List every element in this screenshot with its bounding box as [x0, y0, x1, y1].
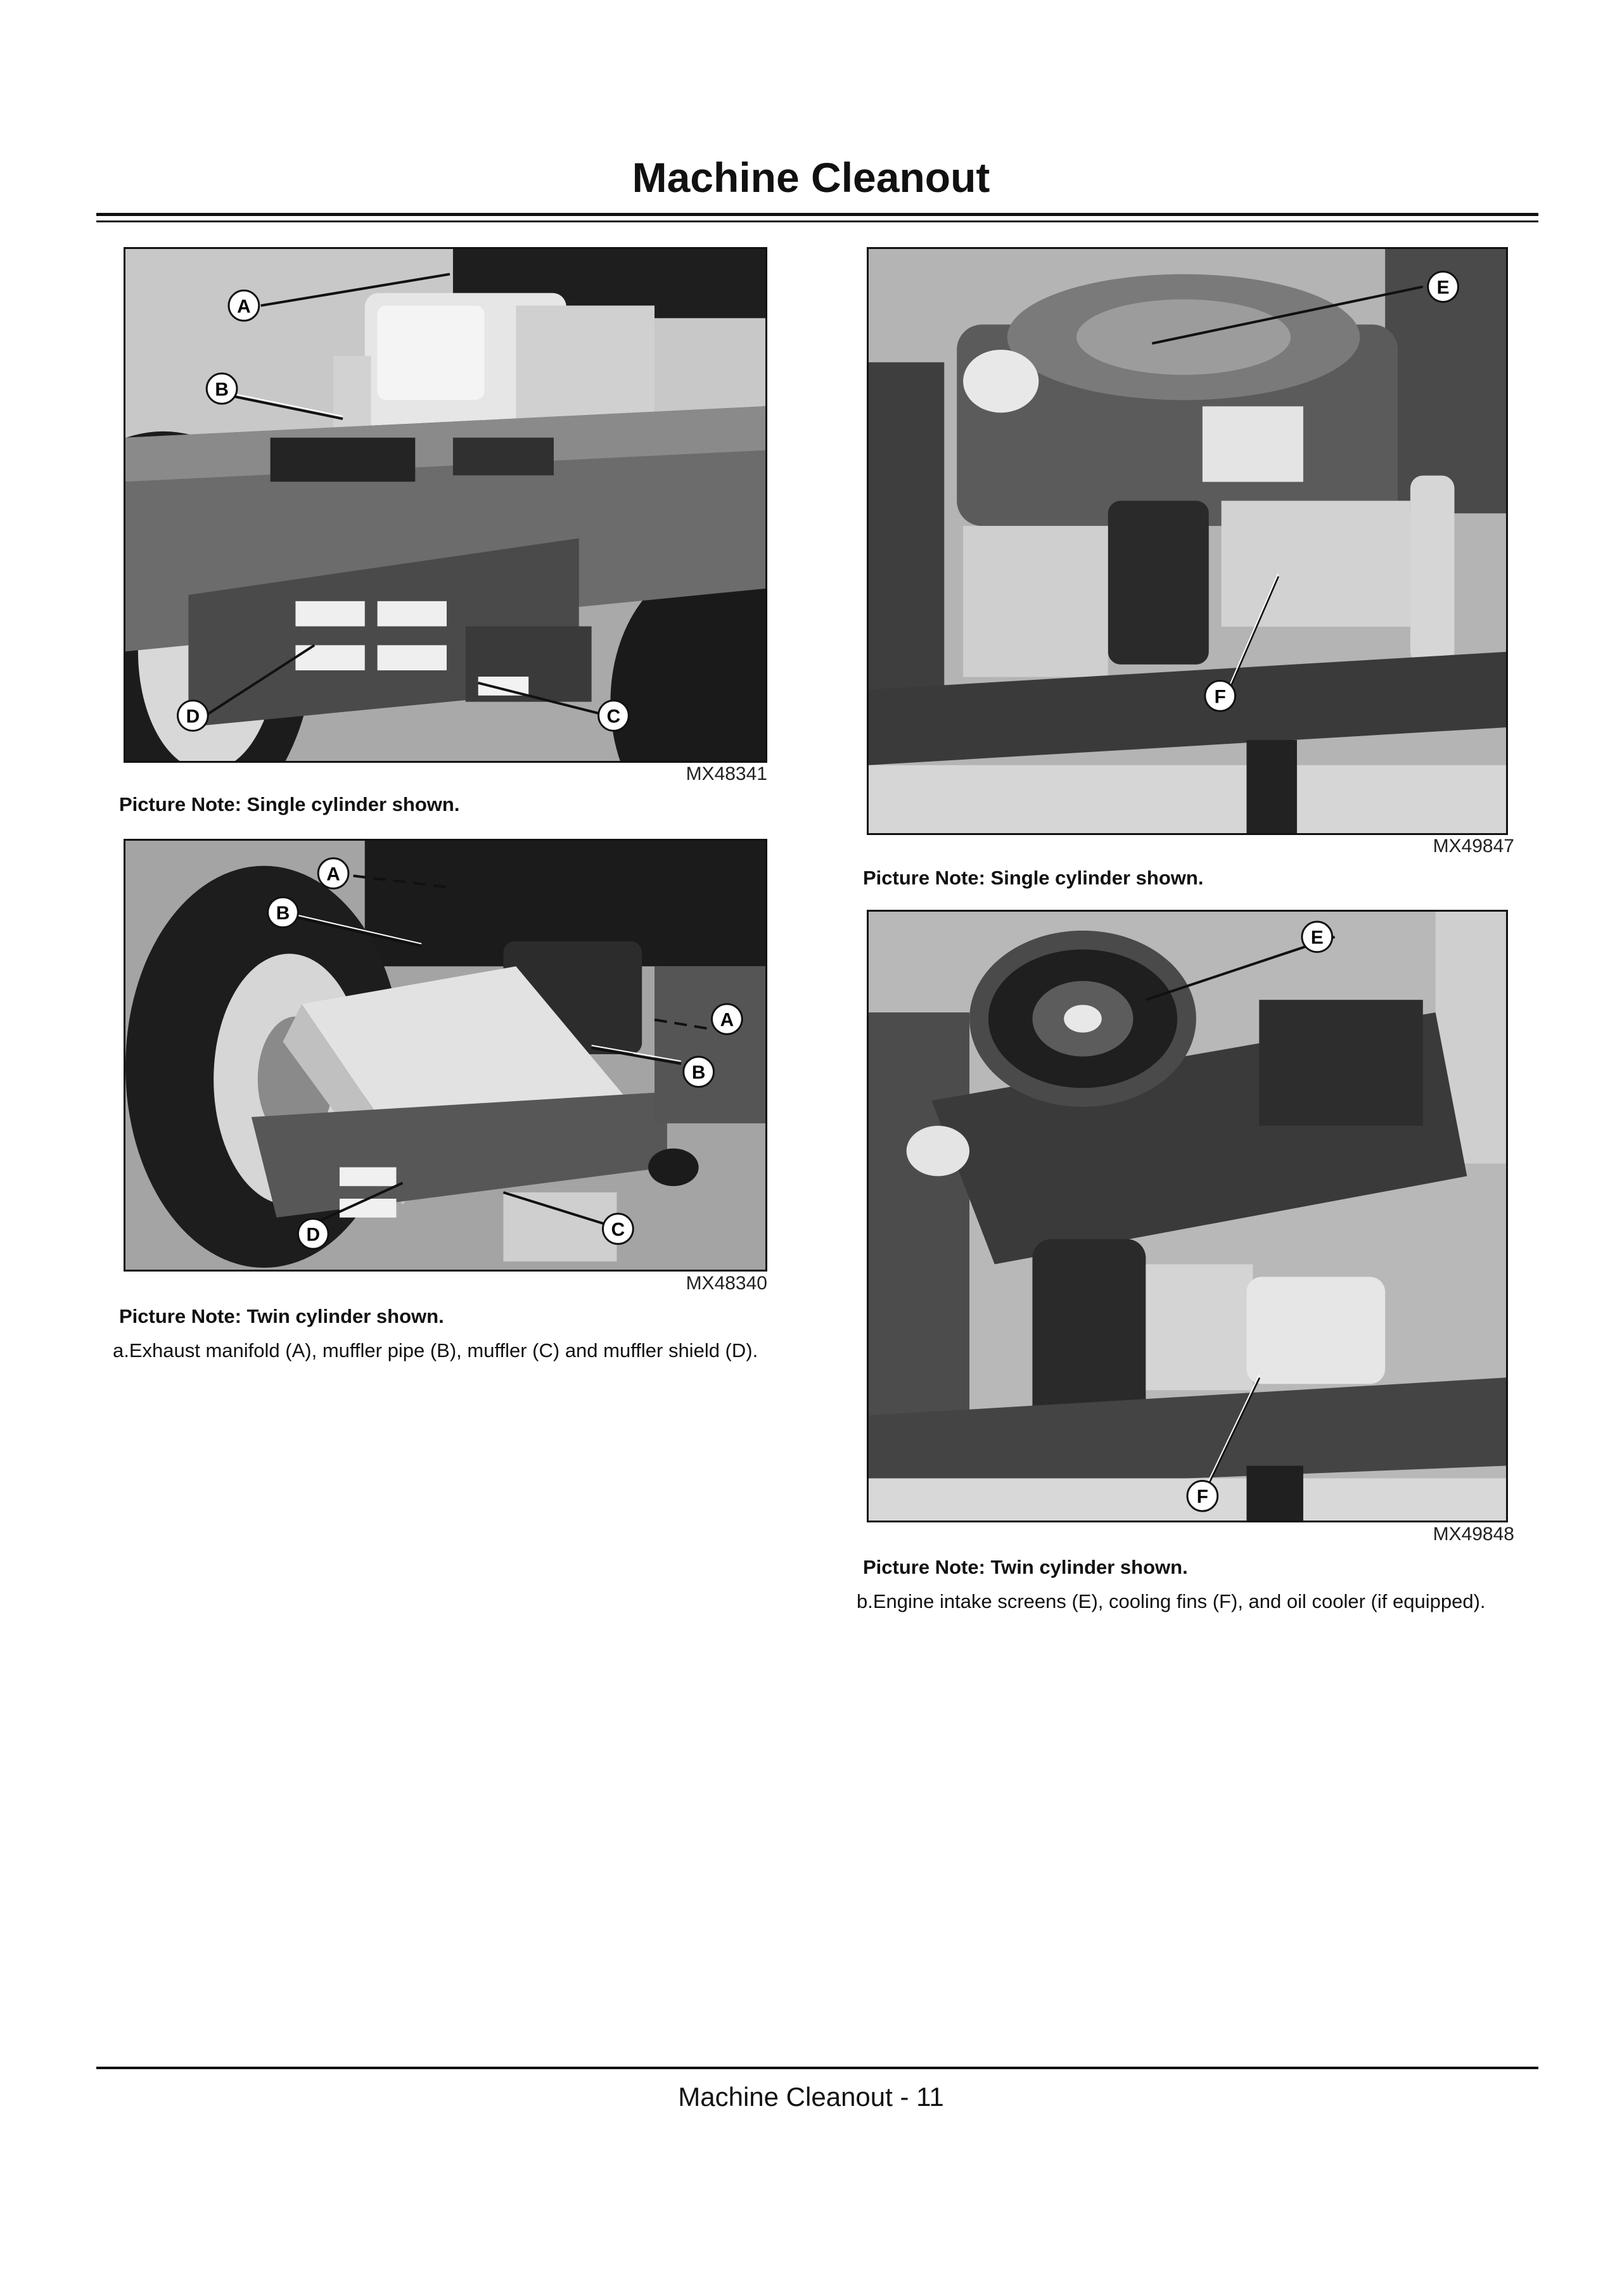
- header-rule-thick: [96, 213, 1538, 216]
- figure-mx48340-photo: [124, 839, 767, 1272]
- callout-label: B: [215, 379, 229, 400]
- figure-id: MX48341: [686, 763, 767, 784]
- callout-label: C: [606, 706, 621, 727]
- callout-label: A: [326, 864, 340, 885]
- callout-label: E: [1436, 277, 1450, 298]
- figure-mx49847-photo: [867, 247, 1508, 835]
- picture-note: Picture Note: Twin cylinder shown.: [119, 1305, 444, 1327]
- callout-label: D: [186, 706, 200, 727]
- page-title: Machine Cleanout: [632, 154, 990, 201]
- callout-label: A: [237, 296, 251, 317]
- figure-mx48340-illustration: [125, 841, 765, 1270]
- callout-label: C: [611, 1219, 625, 1240]
- figure-mx48341-illustration: [125, 249, 765, 761]
- callout-label: F: [1196, 1486, 1208, 1508]
- figure-mx49848-photo: [867, 910, 1508, 1522]
- callout-label: A: [720, 1009, 734, 1031]
- figure-mx49848-illustration: [869, 912, 1506, 1521]
- callout-label: D: [306, 1224, 321, 1246]
- page-footer: Machine Cleanout - 11: [678, 2082, 944, 2112]
- header-rule-thin: [96, 220, 1538, 222]
- callout-label: E: [1310, 927, 1324, 948]
- callout-label: B: [276, 902, 290, 924]
- figure-id: MX49848: [1433, 1524, 1514, 1545]
- picture-note: Picture Note: Single cylinder shown.: [863, 867, 1204, 889]
- figure-id: MX48340: [686, 1273, 767, 1294]
- figure-mx49847-illustration: [869, 249, 1506, 833]
- picture-note: Picture Note: Twin cylinder shown.: [863, 1556, 1188, 1578]
- callout-label: B: [691, 1062, 706, 1083]
- picture-note: Picture Note: Single cylinder shown.: [119, 793, 460, 815]
- step-b-text: b.Engine intake screens (E), cooling fins (F), and oil cooler (if equipped).: [857, 1590, 1486, 1612]
- footer-rule: [96, 2067, 1538, 2069]
- callout-label: F: [1214, 686, 1226, 708]
- figure-id: MX49847: [1433, 836, 1514, 857]
- step-a-text: a.Exhaust manifold (A), muffler pipe (B), muffler (C) and muffler shield (D).: [113, 1339, 758, 1362]
- figure-mx48341-photo: [124, 247, 767, 763]
